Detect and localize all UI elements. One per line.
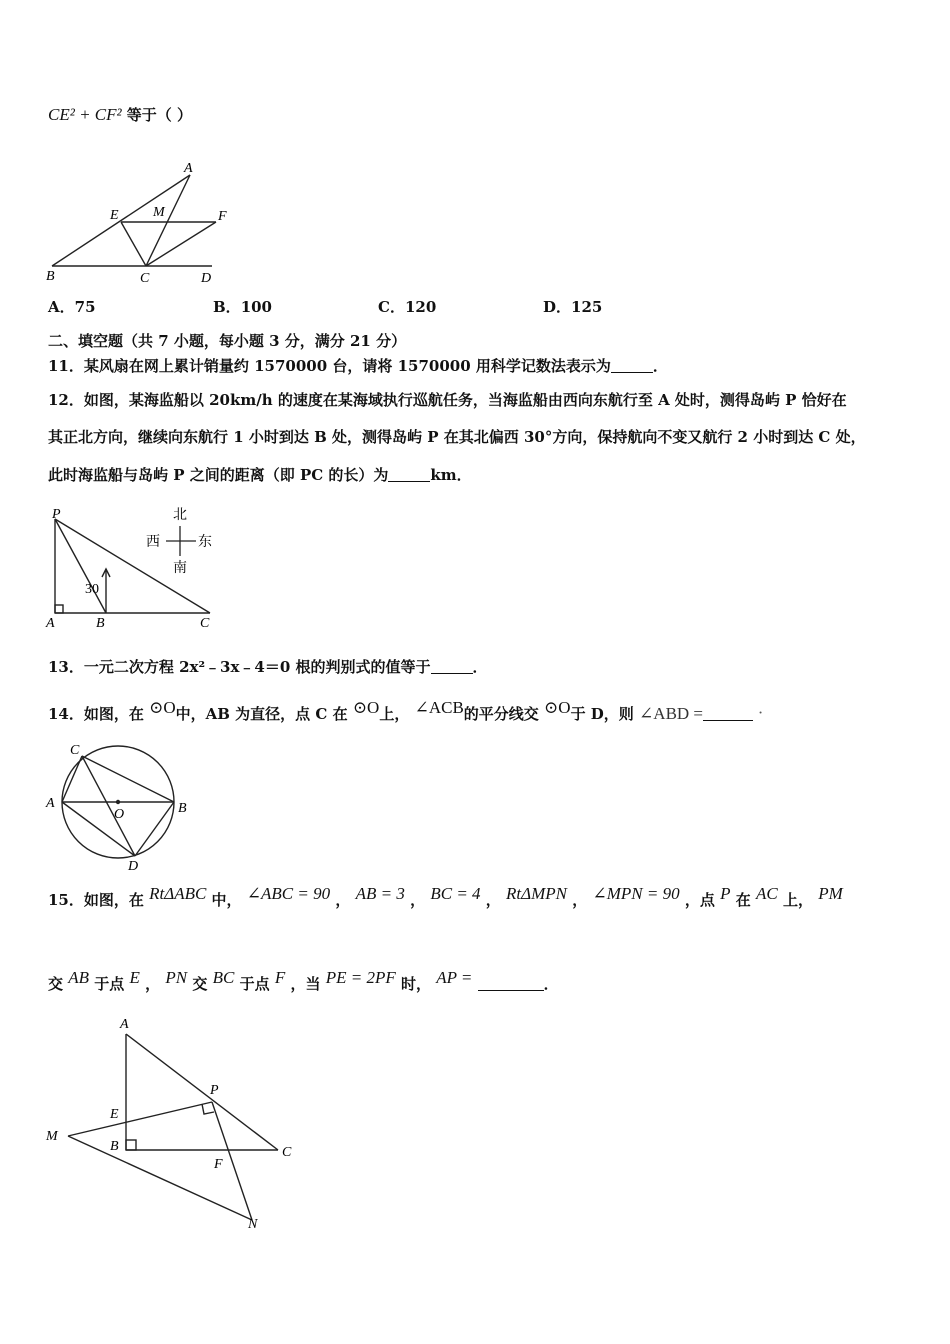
label-b: B [178,801,187,816]
section-title: 二、填空题（共 7 小题，每小题 3 分，满分 21 分） [48,332,407,350]
question-11: 11．某风扇在网上累计销量约 1570000 台，请将 1570000 用科学记数法表示为 ． [48,357,668,375]
label-a: A [184,161,193,176]
question-12-line2: 其正北方向，继续向东航行 1 小时到达 B 处，测得岛屿 P 在其北偏西 30°方向，保持航向不变又航行 2 小时到达 C 处， [48,428,866,446]
compass-rose [140,500,230,580]
line-ac [62,756,82,802]
line-ec [121,222,146,266]
line-mn [68,1136,252,1220]
question-13: 13．一元二次方程 2x²﹣3x﹣4＝0 根的判别式的值等于 ． [48,658,488,676]
label-o: O [114,807,125,822]
right-angle-b [126,1140,136,1150]
line-db [135,802,174,856]
line-pb [55,519,106,613]
answer-blank[interactable] [478,990,544,991]
right-angle-mark [55,605,63,613]
question-12-line1: 12．如图，某海监船以 20km/h 的速度在某海域执行巡航任务，当海监船由西向东航行至 A 处时，测得岛屿 P 恰好在 [48,391,847,409]
compass-west: 西 [146,534,160,550]
right-angle-p [202,1104,214,1114]
q10-option-d[interactable]: D．125 [543,298,603,316]
ap-equals: AP = [436,968,473,987]
center-dot [116,800,120,804]
answer-blank[interactable] [388,481,430,482]
circle-o-1: ⊙O [149,698,176,717]
label-b: B [110,1139,119,1154]
q10-option-a[interactable]: A．75 [48,298,96,316]
q10-tail: 等于（ ） [126,106,192,124]
label-a: A [46,616,55,631]
label-c: C [282,1145,292,1160]
answer-blank[interactable] [703,720,753,721]
angle-mpn: ∠MPN = 90 [592,884,680,903]
label-b: B [96,616,105,631]
angle-abc: ∠ABC = 90 [246,884,331,903]
angle-abd: ∠ABD = [639,704,704,723]
q14-figure [40,740,200,875]
pe-2pf: PE = 2PF [325,968,396,987]
label-p: P [210,1083,219,1098]
label-d: D [201,271,212,286]
label-c: C [140,271,150,286]
rt-abc: RtΔABC [149,884,207,903]
q10-expr: CE² + CF² [48,105,122,124]
answer-blank[interactable] [431,673,473,674]
question-14: 14．如图，在 ⊙O中，AB 为直径，点 C 在 ⊙O上， ∠ACB的平分线交 ⊙O于 D，则 ∠ABD = ． [48,698,774,723]
label-b: B [46,269,55,284]
q15-figure [40,1012,310,1237]
rt-mpn: RtΔMPN [506,884,568,903]
label-p: P [52,507,61,522]
question-12-line3: 此时海监船与岛屿 P 之间的距离（即 PC 的长）为 km． [48,466,472,484]
label-n: N [248,1217,258,1232]
ab-length: AB = 3 [355,884,405,903]
answer-blank[interactable] [611,372,653,373]
label-e: E [110,208,119,223]
q10-option-c[interactable]: C．120 [378,298,437,316]
label-f: F [214,1157,223,1172]
angle-acb: ∠ACB [414,698,464,717]
compass-north: 北 [173,507,187,523]
q10-figure [40,158,240,288]
question-15-line1: 15．如图，在 RtΔABC 中， ∠ABC = 90 ， AB = 3 ， BC = 4 ， RtΔMPN ， ∠MPN = 90 ，点 P 在 AC 上， PM [48,884,843,909]
label-m: M [46,1129,58,1144]
line-cb [82,756,174,802]
label-m: M [153,205,165,220]
label-c: C [70,743,80,758]
compass-east: 东 [198,534,212,550]
side-ac [126,1034,278,1150]
label-c: C [200,616,210,631]
label-d: D [128,859,139,874]
line-cd [82,756,135,856]
line-ba [52,175,190,266]
line-mp [68,1102,212,1136]
label-a: A [46,796,55,811]
q10-option-b[interactable]: B．100 [213,298,272,316]
label-f: F [218,209,227,224]
question-15-line2: 交 AB 于点 E ， PN 交 BC 于点 F ，当 PE = 2PF 时， AP = ． [48,968,559,993]
compass-south: 南 [173,560,187,576]
circle-o-2: ⊙O [352,698,380,717]
label-e: E [110,1107,119,1122]
circle-o-3: ⊙O [544,698,571,717]
angle-label: 30 [85,582,99,597]
label-a: A [120,1017,129,1032]
bc-length: BC = 4 [430,884,481,903]
q10-expression [48,104,192,125]
